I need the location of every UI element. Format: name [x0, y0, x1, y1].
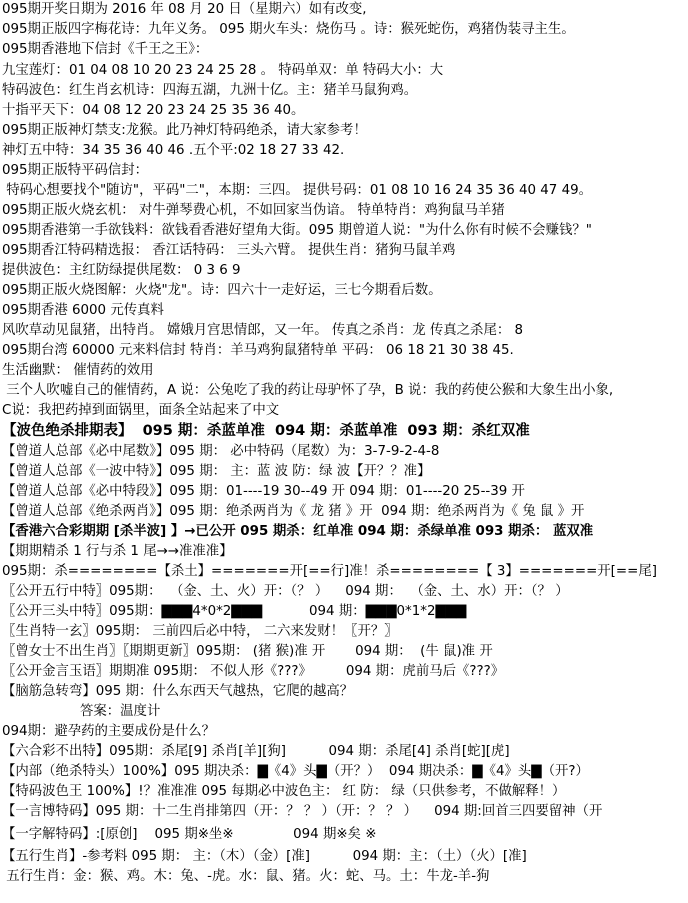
line-answer: 答案：温度计: [80, 704, 161, 719]
line-provided-colors: 提供波色：主红防绿提供尾数： 0 3 6 9: [2, 263, 241, 278]
line-kill-half-wave: 【香港六合彩期期 [杀半波] 】→已公开 095 期杀：红单准 094 期：杀绿单准 093 期杀： 蓝双准: [2, 524, 594, 539]
line-tail-numbers: 【曾道人总部《必中尾数》】095 期： 必中特码（尾数）为：3-7-9-2-4-8: [2, 444, 440, 459]
line-five-zodiac: 【五行生肖】-参考料 095 期： 主：（木）（金）[准] 094 期：主：（土）（火）[准]: [2, 849, 527, 864]
line-kill-detail: 095期：杀========【杀土】=======开[==行]准！杀========【 3】=======开[==尾]: [2, 564, 657, 579]
line-ms-zeng: 〖曾女士不出生肖〗〖期期更新〗095期： (猪 猴)准 开 094 期： (牛 鼠)准 开: [2, 644, 493, 659]
line-humor-story-1: 三个人吹嘘自己的催情药，A 说：公兔吃了我的药让母驴怀了孕，B 说：我的药使公猴和大象生出小象,: [2, 383, 614, 398]
line-humor-title: 生活幽默： 催情药的效用: [2, 363, 154, 378]
line-fire-diagram: 095期正版火烧图解：火烧"龙"。诗：四六十一走好运，三七今期看后数。: [2, 283, 442, 298]
line-five-zodiac-list: 五行生肖：金：猴、鸡。木：兔、-虎。水：鼠、猪。火：蛇、马。土：牛龙-羊-狗: [2, 869, 490, 884]
line-provided-numbers: 特码心想要找个"随访"，平码"二"，本期：三四。 提供号码：01 08 10 16 24 35 36 40 47 49。: [2, 183, 593, 198]
line-no-special: 【六合彩不出特】095期：杀尾[9] 杀肖[羊][狗] 094 期：杀尾[4] 杀肖[蛇][虎]: [2, 744, 510, 759]
line-one-char: 【一字解特码】:[原创] 095 期※坐※ 094 期※矣 ※: [2, 827, 377, 842]
line-special-envelope: 095期正版特平码信封：: [2, 163, 149, 178]
line-wave-color: 特码波色：红生肖玄机诗：四海五湖，九洲十亿。主：猪羊马鼠狗鸡。: [2, 83, 418, 98]
line-golden-words: 〖公开金言玉语〗期期准 095期： 不似人形《???》 094 期：虎前马后《???》: [2, 664, 505, 679]
line-hk-first-hand: 095期香港第一手欲钱料：欲钱看香港好望角大街。095 期曾道人说："为什么你有时候不会赚钱？": [2, 223, 592, 238]
line-zodiac-mystery: 〖生肖特一玄〗095期： 三前四后必中特， 二六来发财！〖开？〗: [2, 624, 398, 639]
line-wave-kill-schedule: 【波色绝杀排期表】 095 期：杀蓝单准 094 期：杀蓝单准 093 期：杀红双准: [2, 423, 530, 439]
line-wave-king: 【特码波色王 100%】!？准准准 095 每期必中波色主： 红 防： 绿（只供参考，不做解释！）: [2, 784, 566, 799]
line-special-range: 【曾道人总部《必中特段》】095 期：01----19 30--49 开 094 期：01----20 25--39 开: [2, 484, 525, 499]
line-fax-content: 风吹草动见鼠猪，出特肖。 嫦娥月宫思情郎，又一年。 传真之杀肖：龙 传真之杀尾： 8: [2, 323, 523, 338]
line-magic-lamp: 095期正版神灯禁支:龙猴。此乃神灯特码绝杀，请大家参考！: [2, 123, 367, 138]
line-hk-envelope-title: 095期香港地下信封《千王之王》：: [2, 42, 209, 57]
line-xiangjiang: 095期香江特码精选报： 香江话特码： 三头六臂。 提供生肖：猪狗马鼠羊鸡: [2, 243, 456, 258]
line-ten-fingers: 十指平天下：04 08 12 20 23 24 25 35 36 40。: [2, 103, 305, 118]
line-draw-date: 095期开奖日期为 2016 年 08 月 20 日（星期六）如有改变,: [2, 2, 367, 17]
line-one-word-bet: 【一言博特码】095 期：十二生肖排第四（开：？ ？ ）（开：？ ？ ） 094 期:回首三四要留神（开: [2, 804, 603, 819]
line-brain-teaser: 【脑筋急转弯】095 期：什么东西天气越热，它爬的越高？: [2, 684, 354, 699]
line-plum-poem: 095期正版四字梅花诗：九年义务。 095 期火车头：烧伤马 。诗：猴死蛇伤，鸡猪伪装寻主生。: [2, 22, 575, 37]
line-fire-mystery: 095期正版火烧玄机： 对牛弹琴费心机，不如回家当伪谙。 特单特肖：鸡狗鼠马羊猪: [2, 203, 505, 218]
line-five-elements: 〖公开五行中特〗095期： （金、土、火）开：（？ ） 094 期： （金、土、水）开：（？ ）: [2, 584, 569, 599]
line-kill-two-zodiacs: 【曾道人总部《绝杀两肖》】095 期：绝杀两肖为《 龙 猪 》开 094 期：绝杀两肖为《 兔 鼠 》开: [2, 504, 585, 519]
line-humor-story-2: C说：我把药掉到面锅里，面条全站起来了中文: [2, 403, 280, 418]
line-094-question: 094期：避孕药的主要成份是什么？: [2, 724, 216, 739]
line-three-heads: 〖公开三头中特〗095期：▇▇▇4*0*2▇▇▇ 094 期：▇▇▇0*1*2▇▇▇: [2, 604, 467, 619]
line-lamp-five: 神灯五中特：34 35 36 40 46 .五个平:02 18 27 33 42.: [2, 143, 345, 158]
line-inner-kill: 【内部（绝杀特头）100%】095 期决杀：▇《4》头▇（开？） 094 期决杀：▇《4》头▇（开?）: [2, 764, 589, 779]
line-one-wave: 【曾道人总部《一波中特》】095 期： 主：蓝 波 防：绿 波【开？？准】: [2, 464, 431, 479]
line-kill-row-tail: 【期期精杀 1 行与杀 1 尾→→准准准】: [2, 544, 233, 559]
line-lotus-lamp: 九宝莲灯：01 04 08 10 20 23 24 25 28 。 特码单双：单 特码大小：大: [2, 63, 444, 78]
line-fax-title: 095期香港 6000 元传真料: [2, 303, 164, 318]
line-taiwan-envelope: 095期台湾 60000 元来料信封 特肖：羊马鸡狗鼠猪特单 平码： 06 18 21 30 38 45.: [2, 343, 514, 358]
